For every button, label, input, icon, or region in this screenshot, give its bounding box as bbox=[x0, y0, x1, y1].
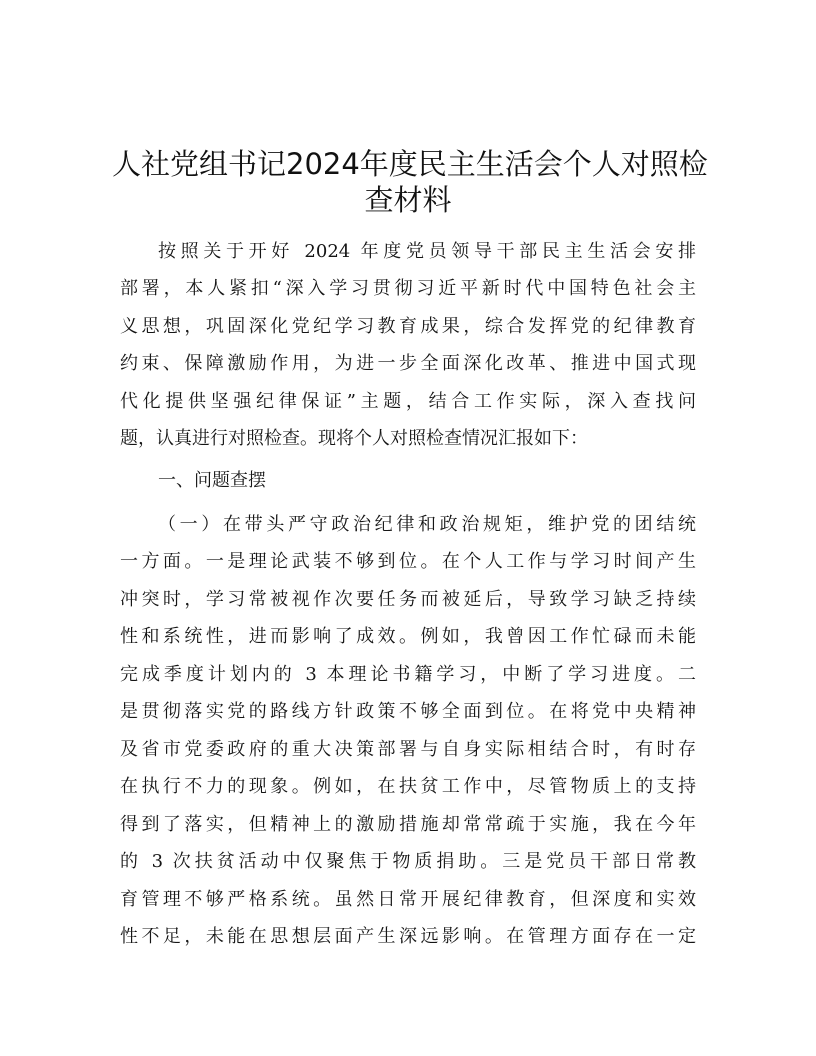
paragraph-body-line-7: 及省市党委政府的重大决策部署与自身实际相结合时，有时存 bbox=[120, 739, 696, 760]
section-heading: 一、问题查摆 bbox=[158, 470, 266, 491]
paragraph-intro-line-6: 题，认真进行对照检查。现将个人对照检查情况汇报如下： bbox=[120, 428, 588, 449]
document-title-line-2: 查材料 bbox=[364, 183, 452, 217]
paragraph-body-line-8: 在执行不力的现象。例如，在扶贫工作中，尽管物质上的支持 bbox=[120, 776, 696, 797]
paragraph-intro-line-4: 约束、保障激励作用，为进一步全面深化改革、推进中国式现 bbox=[120, 353, 696, 374]
document-title-line-1: 人社党组书记2024年度民主生活会个人对照检 bbox=[112, 147, 708, 181]
paragraph-body-line-6: 是贯彻落实党的路线方针政策不够全面到位。在将党中央精神 bbox=[120, 701, 696, 722]
paragraph-body-line-2: 一方面。一是理论武装不够到位。在个人工作与学习时间产生 bbox=[120, 551, 696, 572]
paragraph-body-line-3: 冲突时，学习常被视作次要任务而被延后，导致学习缺乏持续 bbox=[120, 589, 696, 610]
paragraph-intro-line-1: 按照关于开好 2024 年度党员领导干部民主生活会安排 bbox=[158, 241, 696, 262]
paragraph-intro-line-2: 部署，本人紧扣“深入学习贯彻习近平新时代中国特色社会主 bbox=[120, 278, 696, 299]
paragraph-intro-line-3: 义思想，巩固深化党纪学习教育成果，综合发挥党的纪律教育 bbox=[120, 316, 696, 337]
paragraph-body-line-5: 完成季度计划内的 3 本理论书籍学习，中断了学习进度。二 bbox=[120, 664, 696, 685]
paragraph-body-line-11: 育管理不够严格系统。虽然日常开展纪律教育，但深度和实效 bbox=[120, 889, 696, 910]
paragraph-body-line-4: 性和系统性，进而影响了成效。例如，我曾因工作忙碌而未能 bbox=[120, 626, 696, 647]
paragraph-body-line-1: （一）在带头严守政治纪律和政治规矩，维护党的团结统 bbox=[158, 514, 696, 535]
paragraph-intro-line-5: 代化提供坚强纪律保证”主题，结合工作实际，深入查找问 bbox=[120, 391, 696, 412]
paragraph-body-line-10: 的 3 次扶贫活动中仅聚焦于物质捐助。三是党员干部日常教 bbox=[120, 851, 696, 872]
paragraph-body-line-9: 得到了落实，但精神上的激励措施却常常疏于实施，我在今年 bbox=[120, 814, 696, 835]
paragraph-body-line-12: 性不足，未能在思想层面产生深远影响。在管理方面存在一定 bbox=[120, 926, 696, 947]
